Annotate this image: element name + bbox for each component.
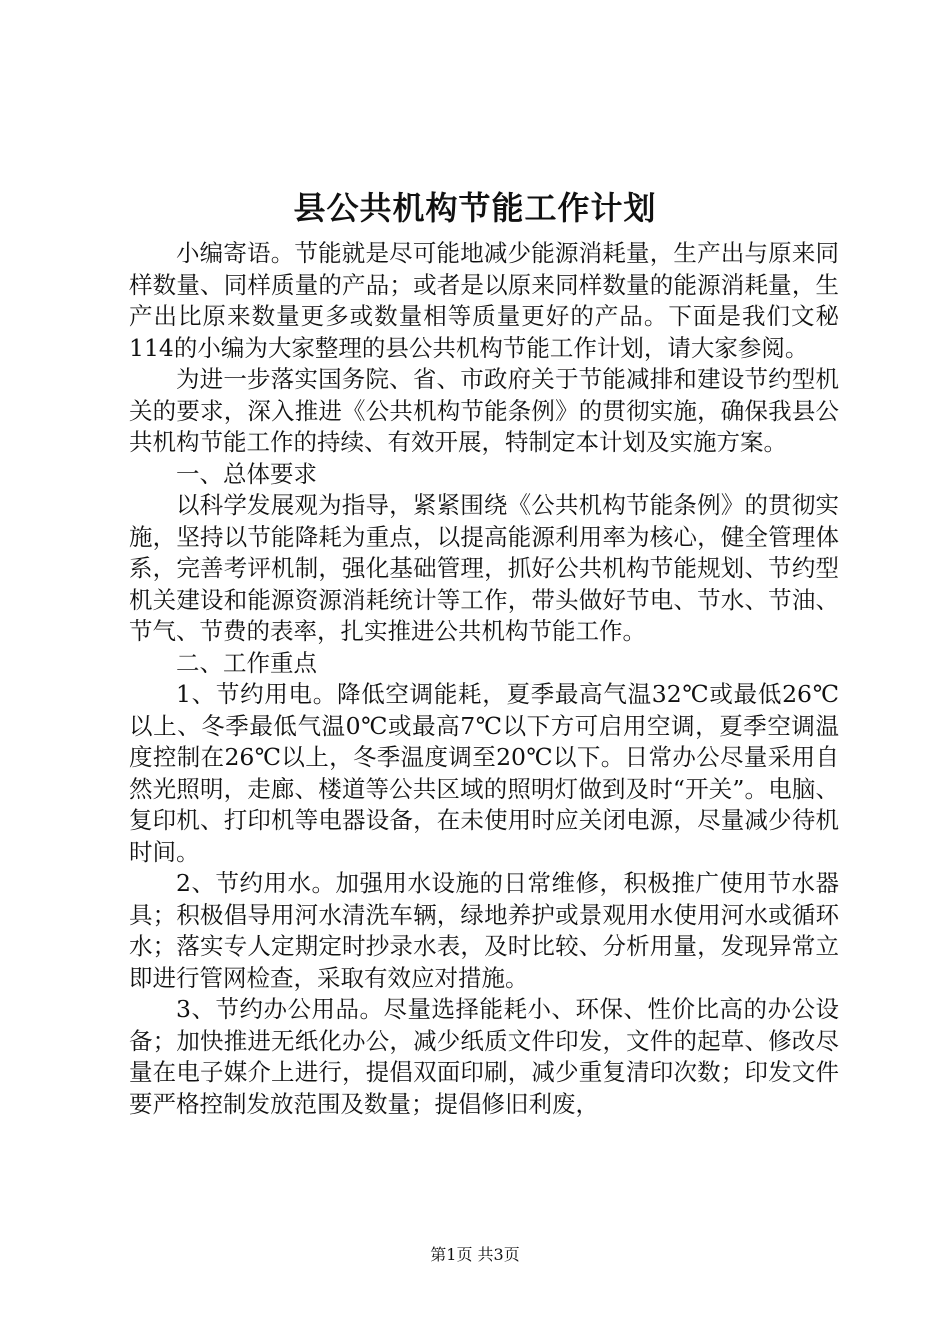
paragraph-general-requirements: 以科学发展观为指导，紧紧围绕《公共机构节能条例》的贯彻实施，坚持以节能降耗为重点，以提高能源利用率为核心，健全管理体系，完善考评机制，强化基础管理，抓好公共机构节能规划、节约型机关建设和能源资源消耗统计等工作，带头做好节电、节水、节油、节气、节费的表率，扎实推进公共机构节能工作。	[129, 491, 839, 645]
paragraph-intro: 小编寄语。节能就是尽可能地减少能源消耗量，生产出与原来同样数量、同样质量的产品；或者是以原来同样数量的能源消耗量，生产出比原来数量更多或数量相等质量更好的产品。下面是我们文秘114的小编为大家整理的县公共机构节能工作计划，请大家参阅。	[129, 239, 839, 362]
document-body	[129, 238, 839, 1120]
section-heading-key-work: 二、工作重点	[176, 648, 317, 677]
paragraph-save-office-supplies: 3、节约办公用品。尽量选择能耗小、环保、性价比高的办公设备；加快推进无纸化办公，减少纸质文件印发，文件的起草、修改尽量在电子媒介上进行，提倡双面印刷，减少重复清印次数；印发文件要严格控制发放范围及数量；提倡修旧利废，	[129, 995, 839, 1118]
paragraph-save-electricity: 1、节约用电。降低空调能耗，夏季最高气温32℃或最低26℃以上、冬季最低气温0℃或最高7℃以下方可启用空调，夏季空调温度控制在26℃以上，冬季温度调至20℃以下。日常办公尽量采用自然光照明，走廊、楼道等公共区域的照明灯做到及时“开关”。电脑、复印机、打印机等电器设备，在未使用时应关闭电源，尽量减少待机时间。	[129, 680, 839, 866]
paragraph-purpose: 为进一步落实国务院、省、市政府关于节能减排和建设节约型机关的要求，深入推进《公共机构节能条例》的贯彻实施，确保我县公共机构节能工作的持续、有效开展，特制定本计划及实施方案。	[129, 365, 839, 456]
document-title: 县公共机构节能工作计划	[293, 189, 657, 227]
section-heading-general: 一、总体要求	[176, 459, 317, 488]
paragraph-save-water: 2、节约用水。加强用水设施的日常维修，积极推广使用节水器具；积极倡导用河水清洗车辆，绿地养护或景观用水使用河水或循环水；落实专人定期定时抄录水表，及时比较、分析用量，发现异常立即进行管网检查，采取有效应对措施。	[129, 869, 839, 992]
page-footer: 第1页 共3页	[430, 1245, 520, 1264]
